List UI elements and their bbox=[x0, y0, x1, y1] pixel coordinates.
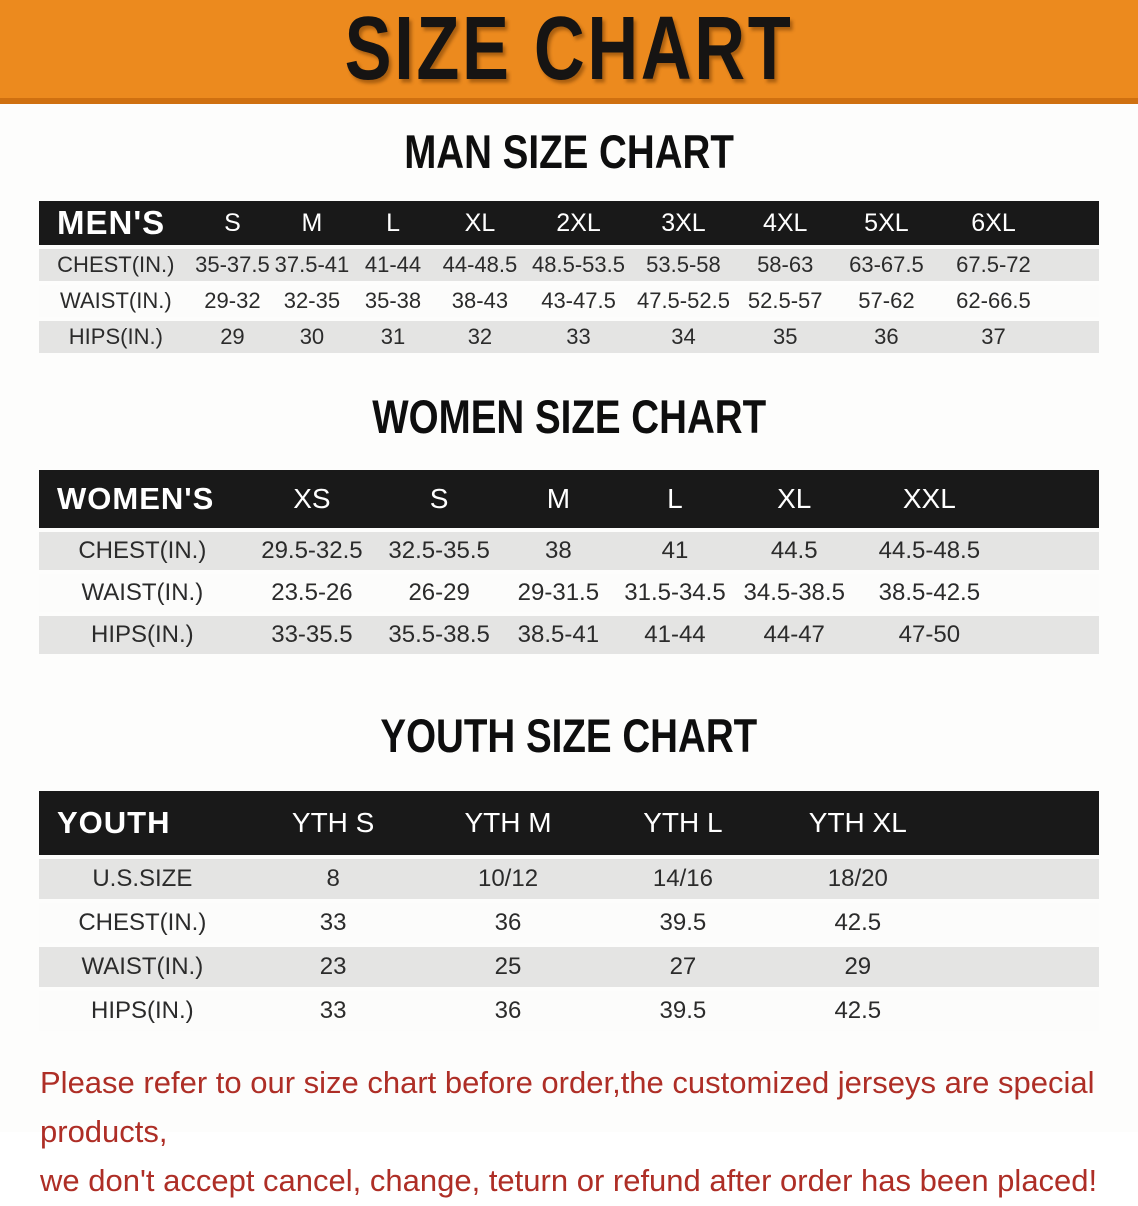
cell: 41 bbox=[617, 532, 734, 570]
youth-col-header: YTH L bbox=[595, 791, 770, 855]
cell: 35-37.5 bbox=[193, 249, 273, 281]
cell: 35.5-38.5 bbox=[378, 616, 500, 654]
cell: 57-62 bbox=[835, 285, 938, 317]
cell-spacer bbox=[1004, 574, 1099, 612]
cell: 34 bbox=[632, 321, 736, 353]
men-col-header: 5XL bbox=[835, 201, 938, 245]
row-label: HIPS(IN.) bbox=[39, 991, 246, 1031]
cell-spacer bbox=[1049, 321, 1099, 353]
cell: 8 bbox=[246, 859, 421, 899]
men-chest-row bbox=[39, 249, 1099, 281]
men-col-header: S bbox=[193, 201, 273, 245]
men-section-heading: MAN SIZE CHART bbox=[404, 125, 734, 178]
cell: 33 bbox=[246, 903, 421, 943]
row-label: WAIST(IN.) bbox=[39, 947, 246, 987]
cell: 36 bbox=[421, 903, 596, 943]
row-label: HIPS(IN.) bbox=[39, 616, 246, 654]
row-label: CHEST(IN.) bbox=[39, 903, 246, 943]
disclaimer-line-2: we don't accept cancel, change, teturn or refund after order has been placed! bbox=[40, 1162, 1098, 1198]
women-table-title: WOMEN'S bbox=[39, 470, 246, 528]
men-col-header: M bbox=[272, 201, 352, 245]
cell: 42.5 bbox=[770, 991, 945, 1031]
cell: 32-35 bbox=[272, 285, 352, 317]
men-waist-row bbox=[39, 285, 1099, 317]
cell: 38 bbox=[500, 532, 617, 570]
youth-ussize-row bbox=[39, 859, 1099, 899]
cell: 36 bbox=[421, 991, 596, 1031]
cell: 44.5-48.5 bbox=[855, 532, 1003, 570]
cell: 37 bbox=[938, 321, 1049, 353]
women-header-spacer bbox=[1004, 470, 1099, 528]
cell: 43-47.5 bbox=[526, 285, 632, 317]
cell: 23.5-26 bbox=[246, 574, 379, 612]
women-header-row bbox=[39, 470, 1099, 528]
cell: 38.5-41 bbox=[500, 616, 617, 654]
men-col-header: XL bbox=[434, 201, 525, 245]
cell: 39.5 bbox=[595, 991, 770, 1031]
cell: 30 bbox=[272, 321, 352, 353]
cell: 26-29 bbox=[378, 574, 500, 612]
youth-header-spacer bbox=[945, 791, 1099, 855]
cell: 18/20 bbox=[770, 859, 945, 899]
cell: 33-35.5 bbox=[246, 616, 379, 654]
cell-spacer bbox=[945, 903, 1099, 943]
women-col-header: M bbox=[500, 470, 617, 528]
women-col-header: XXL bbox=[855, 470, 1003, 528]
cell-spacer bbox=[1049, 285, 1099, 317]
cell: 32 bbox=[434, 321, 525, 353]
youth-col-header: YTH M bbox=[421, 791, 596, 855]
cell: 48.5-53.5 bbox=[526, 249, 632, 281]
disclaimer-line-1: Please refer to our size chart before order,the customized jerseys are special products, bbox=[40, 1065, 1095, 1149]
cell: 44-48.5 bbox=[434, 249, 525, 281]
cell: 58-63 bbox=[735, 249, 835, 281]
cell-spacer bbox=[945, 991, 1099, 1031]
cell: 29 bbox=[193, 321, 273, 353]
cell: 31.5-34.5 bbox=[617, 574, 734, 612]
row-label: WAIST(IN.) bbox=[39, 285, 193, 317]
youth-waist-row bbox=[39, 947, 1099, 987]
cell: 41-44 bbox=[617, 616, 734, 654]
youth-col-header: YTH XL bbox=[770, 791, 945, 855]
cell-spacer bbox=[1004, 532, 1099, 570]
cell: 44.5 bbox=[733, 532, 855, 570]
cell: 38.5-42.5 bbox=[855, 574, 1003, 612]
cell: 27 bbox=[595, 947, 770, 987]
cell: 23 bbox=[246, 947, 421, 987]
youth-hips-row bbox=[39, 991, 1099, 1031]
cell: 29 bbox=[770, 947, 945, 987]
men-hips-row bbox=[39, 321, 1099, 353]
cell: 33 bbox=[526, 321, 632, 353]
cell: 38-43 bbox=[434, 285, 525, 317]
cell: 39.5 bbox=[595, 903, 770, 943]
men-col-header: 3XL bbox=[632, 201, 736, 245]
cell: 29-31.5 bbox=[500, 574, 617, 612]
cell: 53.5-58 bbox=[632, 249, 736, 281]
cell: 25 bbox=[421, 947, 596, 987]
cell: 35 bbox=[735, 321, 835, 353]
cell: 63-67.5 bbox=[835, 249, 938, 281]
youth-header-row bbox=[39, 791, 1099, 855]
women-col-header: XL bbox=[733, 470, 855, 528]
cell-spacer bbox=[945, 947, 1099, 987]
women-col-header: XS bbox=[246, 470, 379, 528]
men-col-header: L bbox=[352, 201, 435, 245]
cell-spacer bbox=[945, 859, 1099, 899]
youth-col-header: YTH S bbox=[246, 791, 421, 855]
women-chest-row bbox=[39, 532, 1099, 570]
cell: 34.5-38.5 bbox=[733, 574, 855, 612]
women-col-header: L bbox=[617, 470, 734, 528]
youth-table-title: YOUTH bbox=[39, 791, 246, 855]
cell: 36 bbox=[835, 321, 938, 353]
men-table-title: MEN'S bbox=[39, 201, 193, 245]
cell: 29-32 bbox=[193, 285, 273, 317]
row-label: WAIST(IN.) bbox=[39, 574, 246, 612]
women-hips-row bbox=[39, 616, 1099, 654]
row-label: HIPS(IN.) bbox=[39, 321, 193, 353]
men-size-table bbox=[39, 197, 1099, 357]
youth-chest-row bbox=[39, 903, 1099, 943]
banner-title: SIZE CHART bbox=[344, 0, 794, 99]
cell: 14/16 bbox=[595, 859, 770, 899]
women-col-header: S bbox=[378, 470, 500, 528]
cell: 67.5-72 bbox=[938, 249, 1049, 281]
row-label: CHEST(IN.) bbox=[39, 532, 246, 570]
men-col-header: 2XL bbox=[526, 201, 632, 245]
women-waist-row bbox=[39, 574, 1099, 612]
cell: 62-66.5 bbox=[938, 285, 1049, 317]
women-size-table bbox=[39, 466, 1099, 658]
cell: 42.5 bbox=[770, 903, 945, 943]
banner bbox=[0, 0, 1138, 104]
row-label: CHEST(IN.) bbox=[39, 249, 193, 281]
row-label: U.S.SIZE bbox=[39, 859, 246, 899]
men-header-row bbox=[39, 201, 1099, 245]
men-col-header: 4XL bbox=[735, 201, 835, 245]
cell: 29.5-32.5 bbox=[246, 532, 379, 570]
men-header-spacer bbox=[1049, 201, 1099, 245]
cell: 47-50 bbox=[855, 616, 1003, 654]
men-col-header: 6XL bbox=[938, 201, 1049, 245]
cell: 33 bbox=[246, 991, 421, 1031]
cell: 10/12 bbox=[421, 859, 596, 899]
cell-spacer bbox=[1049, 249, 1099, 281]
disclaimer-note bbox=[40, 1059, 1100, 1206]
cell: 41-44 bbox=[352, 249, 435, 281]
cell: 35-38 bbox=[352, 285, 435, 317]
youth-size-table bbox=[39, 787, 1099, 1035]
youth-section-heading: YOUTH SIZE CHART bbox=[380, 709, 758, 762]
cell: 47.5-52.5 bbox=[632, 285, 736, 317]
cell-spacer bbox=[1004, 616, 1099, 654]
cell: 32.5-35.5 bbox=[378, 532, 500, 570]
cell: 37.5-41 bbox=[272, 249, 352, 281]
cell: 52.5-57 bbox=[735, 285, 835, 317]
cell: 44-47 bbox=[733, 616, 855, 654]
women-section-heading: WOMEN SIZE CHART bbox=[372, 390, 766, 443]
cell: 31 bbox=[352, 321, 435, 353]
